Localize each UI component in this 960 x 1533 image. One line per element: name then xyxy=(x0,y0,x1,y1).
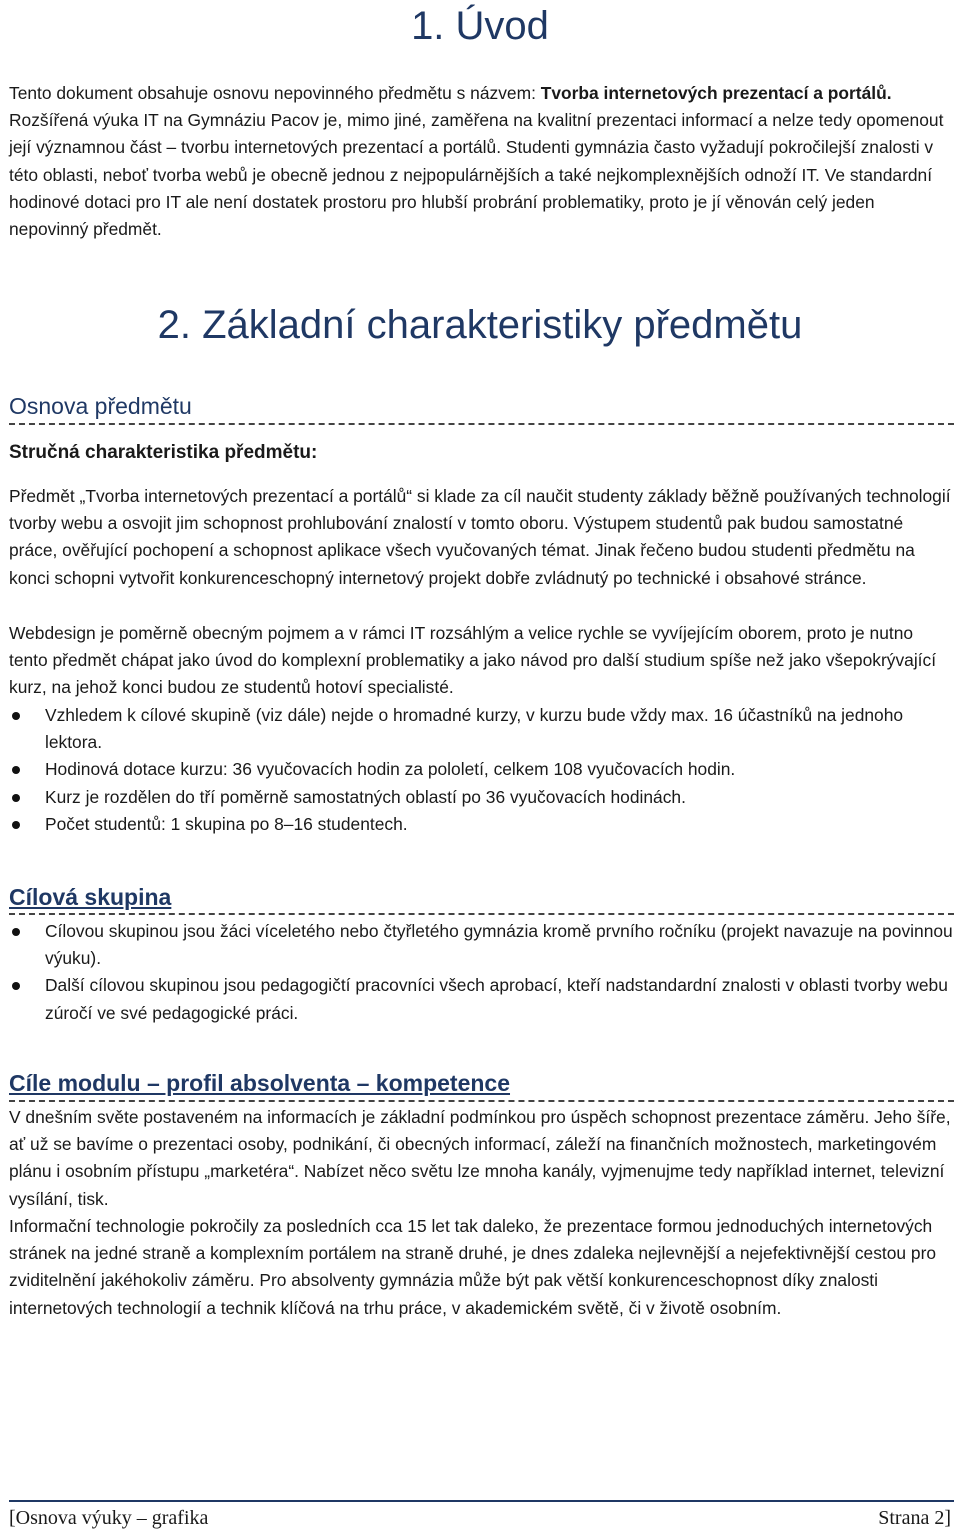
footer-left: [Osnova výuky – grafika xyxy=(9,1507,209,1529)
section-divider xyxy=(9,913,954,915)
footer-page-number: Strana 2] xyxy=(878,1507,951,1529)
subtitle-strucna-charakteristika: Stručná charakteristika předmětu: xyxy=(9,442,318,463)
intro-rest: Rozšířená výuka IT na Gymnáziu Pacov je, mimo jiné, zaměřena na kvalitní prezentaci informací a nelze tedy opomenout její významnou část – tvorbu internetových prezentací a portálů. Studenti gymnázia často vyžadují pokročilejší znalosti v této oblasti, neboť tvorba webů je obecně jednou z nejpopulárnějších a také nejkomplexnějších odnoží IT. Ve standardní hodinové dotaci pro IT ale není dostatek prostoru pro hlubší probrání problematiky, proto je jí věnován celý jeden nepovinný předmět. xyxy=(9,110,944,240)
list-item xyxy=(9,784,954,811)
section-title-cilova-skupina: Cílová skupina xyxy=(9,884,172,910)
cilova-bullet-list xyxy=(9,918,954,1027)
bullet-icon xyxy=(12,712,20,720)
cile-paragraph-2: Informační technologie pokročily za posledních cca 15 let tak daleko, že prezentace formou jednoduchých internetových stránek na jedné straně a komplexním portálem na straně druhé, je dnes zdaleka nejlevnější a nejefektivnější cestou pro zviditelnění jakéhokoliv záměru. Pro absolventy gymnázia může být pak větší konkurenceschopnost díky znalosti internetových technologií a technik klíčová na trhu práce, v akademickém světě, či v životě osobním. xyxy=(9,1216,937,1318)
list-item-text: Kurz je rozdělen do tří poměrně samostatných oblastí po 36 vyučovacích hodinách. xyxy=(45,786,686,807)
bullet-icon xyxy=(12,766,20,774)
osnova-bullet-list xyxy=(9,702,954,838)
list-item-text: Cílovou skupinou jsou žáci víceletého nebo čtyřletého gymnázia kromě prvního ročníku (projekt navazuje na povinnou výuku). xyxy=(45,921,953,969)
list-item xyxy=(9,702,954,756)
osnova-paragraph-1: Předmět „Tvorba internetových prezentací a portálů“ si klade za cíl naučit studenty základy běžně používaných technologií tvorby webu a osvojit jim schopnost prohlubování znalostí v tomto oboru. Výstupem studentů pak budou samostatné práce, ověřující pochopení a schopnost aplikace všech vyučovaných témat. Jinak řečeno budou studenti předmětu na konci schopni vytvořit konkurenceschopný internetový projekt dobře zvládnutý po technické i obsahové stránce. xyxy=(9,486,951,588)
list-item-text: Další cílovou skupinou jsou pedagogičtí pracovníci všech aprobací, kteří nadstandardní znalosti v oblasti tvorby webu zúročí ve své pedagogické práci. xyxy=(45,975,948,1023)
footer-divider xyxy=(9,1500,954,1502)
section-title-osnova: Osnova předmětu xyxy=(9,393,192,419)
bullet-icon xyxy=(12,928,20,936)
heading-uvod: 1. Úvod xyxy=(411,4,549,48)
section-divider xyxy=(9,423,954,425)
heading-zakladni-charakteristiky: 2. Základní charakteristiky předmětu xyxy=(157,303,803,347)
list-item-text: Hodinová dotace kurzu: 36 vyučovacích hodin za pololetí, celkem 108 vyučovacích hodin. xyxy=(45,759,736,780)
section-title-cile-modulu: Cíle modulu – profil absolventa – kompetence xyxy=(9,1070,511,1096)
osnova-paragraph-2: Webdesign je poměrně obecným pojmem a v rámci IT rozsáhlým a velice rychle se vyvíjejícím oborem, proto je nutno tento předmět chápat jako úvod do komplexní problematiky a jako návod pro další studium spíše než jako všepokrývající kurz, na jehož konci budou ze studentů hotoví specialisté. xyxy=(9,623,937,698)
section-divider xyxy=(9,1100,954,1102)
bullet-icon xyxy=(12,982,20,990)
list-item-text: Vzhledem k cílové skupině (viz dále) nejde o hromadné kurzy, v kurzu bude vždy max. 16 účastníků na jednoho lektora. xyxy=(45,705,904,753)
bullet-icon xyxy=(12,794,20,802)
cile-paragraph-1: V dnešním světe postaveném na informacích je základní podmínkou pro úspěch schopnost prezentace záměru. Jeho šíře, ať už se bavíme o prezentaci osoby, podnikání, či obecných informací, záleží na finančních možnostech, marketingovém plánu i osobním přístupu „marketéra“. Nabízet něco světu lze mnoha kanály, vyjmenujme tedy například internet, televizní vysílání, tisk. xyxy=(9,1107,951,1209)
list-item xyxy=(9,972,954,1026)
intro-paragraph xyxy=(9,80,951,243)
list-item-text: Počet studentů: 1 skupina po 8–16 studentech. xyxy=(45,813,408,834)
list-item xyxy=(9,811,954,838)
intro-lead: Tento dokument obsahuje osnovu nepovinného předmětu s názvem: xyxy=(9,83,541,103)
list-item xyxy=(9,756,954,783)
intro-bold-title: Tvorba internetových prezentací a portálů. xyxy=(540,83,892,103)
list-item xyxy=(9,918,954,972)
bullet-icon xyxy=(12,821,20,829)
